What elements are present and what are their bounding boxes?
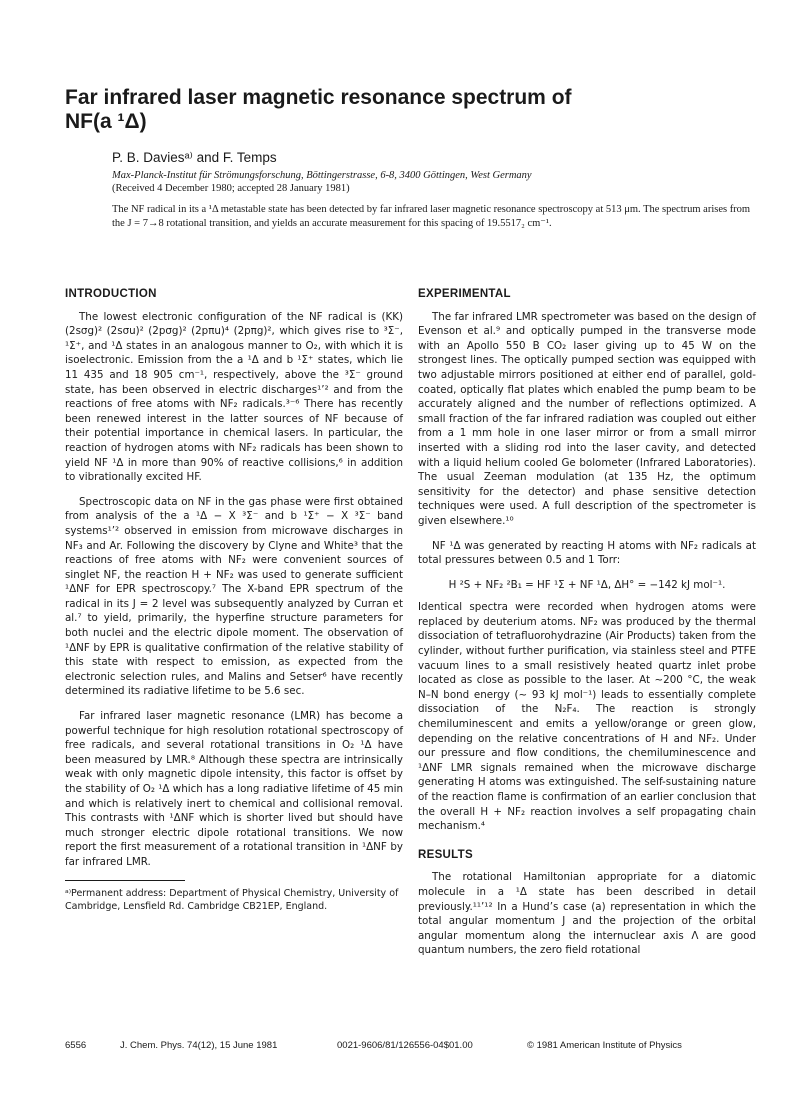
left-column bbox=[65, 287, 403, 913]
results-paragraph-1: The rotational Hamiltonian appropriate for a diatomic molecule in a ¹Δ state has been described in detail previously.¹¹ʼ¹² In a Hund’s case (a) representation in which the total angular momentum J and the projection of the orbital angular momentum along the internuclear axis Λ are good quantum numbers, the zero field rotational bbox=[418, 871, 756, 957]
title-line-2: NF(a ¹Δ) bbox=[65, 110, 147, 133]
article-code: 0021-9606/81/126556-04$01.00 bbox=[337, 1040, 473, 1051]
experimental-paragraph-3: Identical spectra were recorded when hydrogen atoms were replaced by deuterium atoms. NF₂ was produced by the thermal dissociation of tetrafluorohydrazine (Air Products) taken from the cylinder, without further purification, via stainless steel and PTFE vacuum lines to a small resistively heated quartz inlet probe located as close as possible to the laser. At ~200 °C, the weak N–N bond energy (~ 93 kJ mol⁻¹) leads to essentially complete dissociation of the N₂F₄. The reaction is strongly chemiluminescent and emits a yellow/orange or green glow, depending on the relative concentrations of H and NF₂. Under our pressure and flow conditions, the chemiluminescence and ¹ΔNF LMR signals remained when the microwave discharge generating H atoms was extinguished. The self-sustaining nature of the reaction flame is confirmation of an earlier conclusion that the overall H + NF₂ reaction involves a self propagating chain mechanism.⁴ bbox=[418, 601, 756, 833]
reaction-equation: H ²S + NF₂ ²B₁ = HF ¹Σ + NF ¹Δ, ΔH° = −142 kJ mol⁻¹. bbox=[448, 578, 726, 591]
intro-paragraph-2: Spectroscopic data on NF in the gas phase were first obtained from analysis of the a ¹Δ − X ³Σ⁻ and b ¹Σ⁺ − X ³Σ⁻ band systems¹ʼ² observed in emission from microwave discharges in NF₃ and Ar. Following the discovery by Clyne and White³ that the reactions of free atoms with NF₂ were convenient sources of singlet NF, the reaction H + NF₂ was used to generate sufficient ¹ΔNF for EPR spectroscopy.⁷ The X-band EPR spectrum of the radical in its J = 2 level was subsequently analyzed by Curran et al.⁷ to yield, primarily, the hyperfine structure parameters for both nuclei and the electric dipole moment. The observation of ¹ΔNF by EPR is qualitative confirmation of the relative stability of this state with respect to emission, as expected from the electronic selection rules, and Malins and Setser⁶ have recently determined its radiative lifetime to be 5.6 sec. bbox=[65, 495, 403, 698]
received-dates: (Received 4 December 1980; accepted 28 January 1981) bbox=[112, 183, 350, 194]
section-heading-introduction: INTRODUCTION bbox=[65, 288, 157, 300]
abstract: The NF radical in its a ¹Δ metastable state has been detected by far infrared laser magnetic resonance spectroscopy at 513 μm. The spectrum arises from the J = 7→8 rotational transition, and yields an accurate measurement for this spacing of 19.5517₂ cm⁻¹. bbox=[112, 204, 751, 229]
affiliation: Max-Planck-Institut für Strömungsforschung, Böttingerstrasse, 6-8, 3400 Göttingen, West Germany bbox=[112, 170, 532, 181]
paper-title bbox=[65, 86, 765, 134]
page-number: 6556 bbox=[65, 1040, 87, 1051]
intro-paragraph-1: The lowest electronic configuration of the NF radical is (KK) (2sσg)² (2sσu)² (2pσg)² (2pπu)⁴ (2pπg)², which gives rise to ³Σ⁻, ¹Σ⁺, and ¹Δ states in an analogous manner to O₂, with which it is isoelectronic. Emission from the a ¹Δ and b ¹Σ⁺ states, which lie 11 435 and 18 905 cm⁻¹, respectively, above the ³Σ⁻ ground state, has been observed in electric discharges¹ʼ² and from the reactions of free atoms with NF₂ radicals.³⁻⁶ There has recently been renewed interest in the latter sources of NF because of their potential importance in chemical lasers. In particular, the reaction of hydrogen atoms with NF₂ radicals has been shown to yield NF ¹Δ in more than 90% of reactive collisions,⁶ in addition to vibrationally excited HF. bbox=[65, 310, 403, 484]
footnote: ᵃ⁾Permanent address: Department of Physical Chemistry, University of Cambridge, Lensfield Rd. Cambridge CB21EP, England. bbox=[65, 887, 399, 912]
author-list: P. B. Daviesᵃ⁾ and F. Temps bbox=[112, 150, 277, 165]
journal-citation: J. Chem. Phys. 74(12), 15 June 1981 bbox=[120, 1040, 278, 1051]
right-column bbox=[418, 287, 756, 968]
copyright-notice: © 1981 American Institute of Physics bbox=[527, 1040, 682, 1051]
experimental-paragraph-2: NF ¹Δ was generated by reacting H atoms with NF₂ radicals at total pressures between 0.5 and 1 Torr: bbox=[418, 539, 756, 567]
section-heading-experimental: EXPERIMENTAL bbox=[418, 288, 511, 300]
experimental-paragraph-1: The far infrared LMR spectrometer was based on the design of Evenson et al.⁹ and optically pumped in the transverse mode with an Apollo 550 B CO₂ laser giving up to 45 W on the strongest lines. The optically pumped section was equipped with two adjustable mirrors positioned at either end of parallel, gold-coated, optically flat plates which enabled the pump beam to be accurately aligned and the number of reflections optimized. A small fraction of the far infrared radiation was coupled out either from a 1 mm hole in one laser mirror or from a small mirror inserted with a sliding rod into the laser cavity, and detected with a liquid helium cooled Ge bolometer (Infrared Laboratories). The usual Zeeman modulation (at 135 Hz, the optimum sensitivity for the detector) and phase sensitive detection techniques were used. A full description of the spectrometer is given elsewhere.¹⁰ bbox=[418, 310, 756, 527]
intro-paragraph-3: Far infrared laser magnetic resonance (LMR) has become a powerful technique for high resolution rotational spectroscopy of free radicals, and several rotational transitions in O₂ ¹Δ have been measured by LMR.⁸ Although these spectra are intrinsically weak with only magnetic dipole intensity, this factor is offset by the stability of O₂ ¹Δ which has a long radiative lifetime of 45 min and which is relatively inert to chemical and collisional removal. This contrasts with ¹ΔNF which is shorter lived but should have much stronger electric dipole rotational transitions. We now report the first measurement of a rotational transition in ¹ΔNF by far infrared LMR. bbox=[65, 710, 403, 868]
section-heading-results: RESULTS bbox=[418, 848, 473, 861]
footnote-divider bbox=[65, 880, 185, 881]
title-line-1: Far infrared laser magnetic resonance spectrum of bbox=[65, 86, 572, 109]
